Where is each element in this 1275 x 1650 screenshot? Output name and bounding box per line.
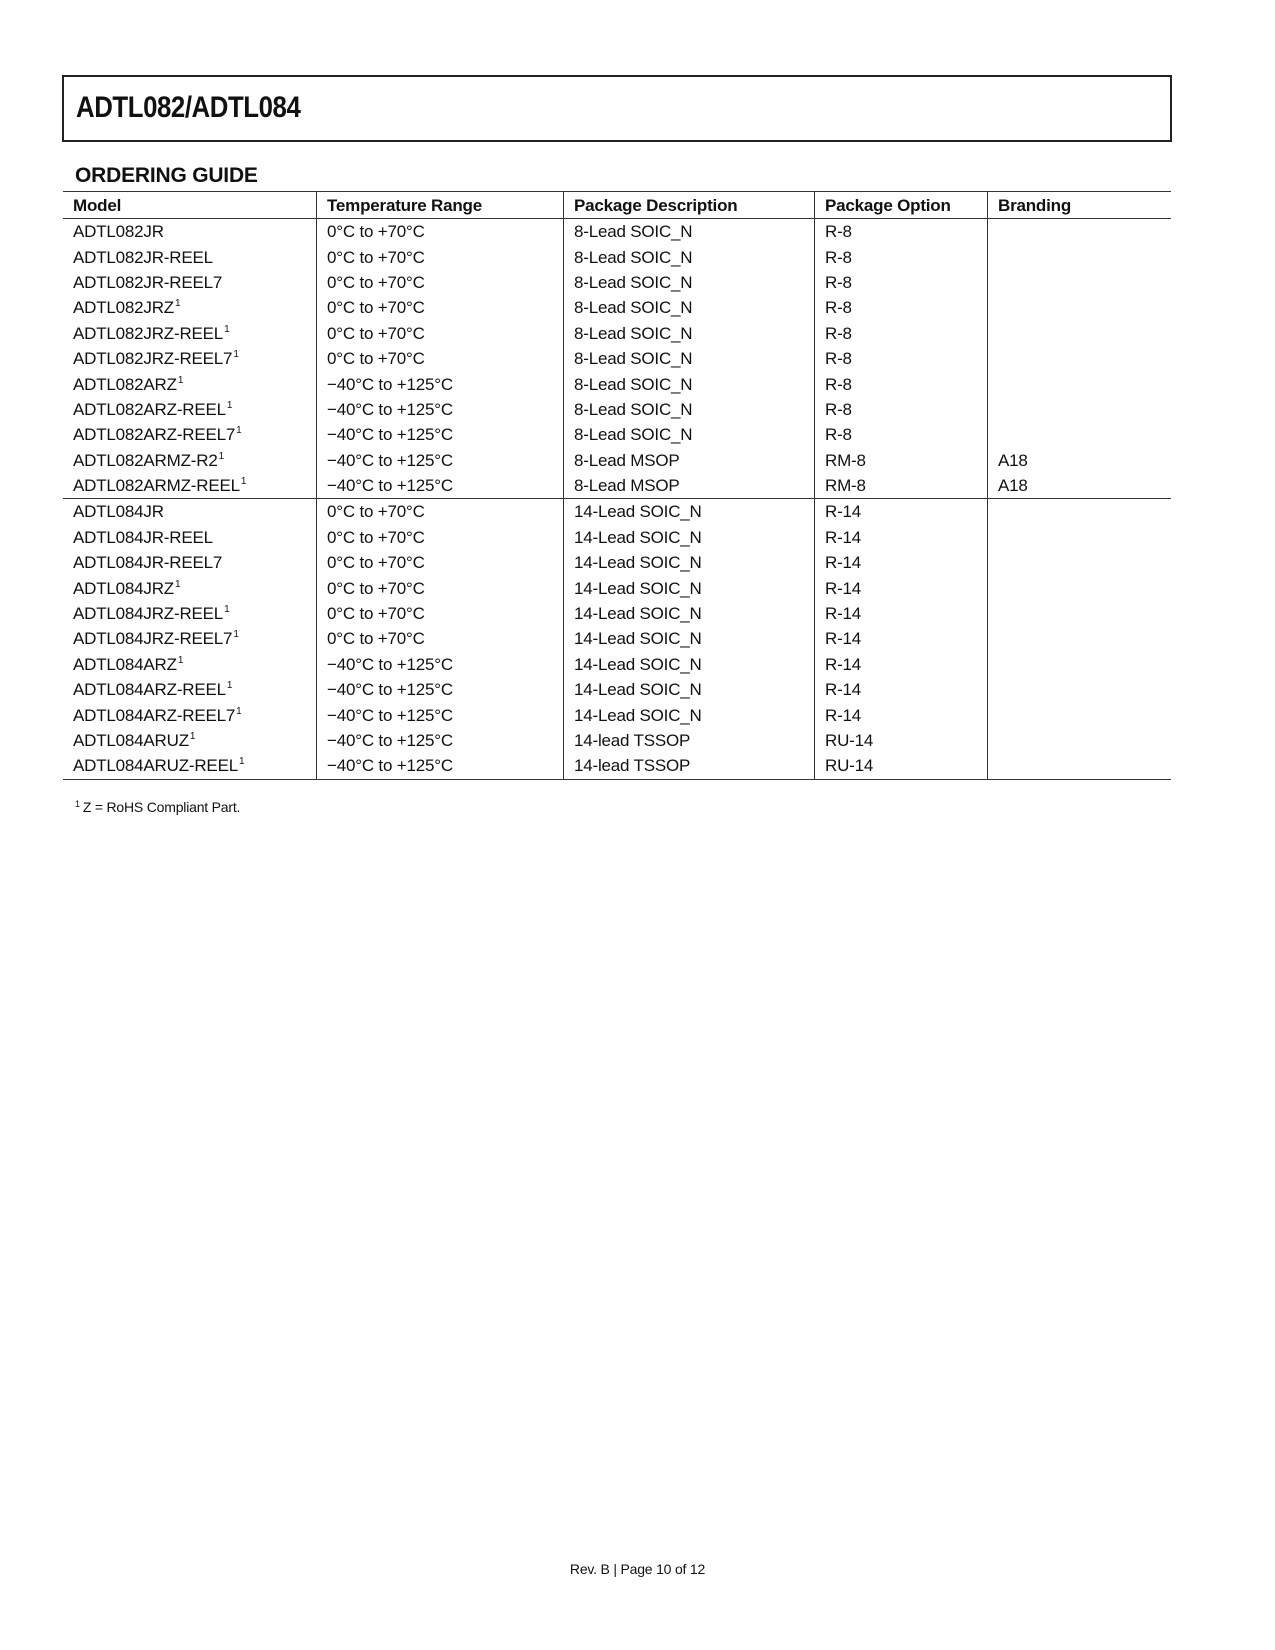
footnote-ref: 1: [174, 578, 181, 590]
cell-temperature-range: 0°C to +70°C: [317, 575, 564, 600]
cell-package-description: 14-Lead SOIC_N: [564, 575, 815, 600]
column-header-branding: Branding: [988, 192, 1172, 219]
cell-package-description: 14-Lead SOIC_N: [564, 652, 815, 677]
table-row: [63, 244, 1171, 269]
cell-package-option: R-14: [815, 677, 988, 702]
model-name: ADTL084JRZ-REEL7: [73, 629, 233, 649]
model-name: ADTL082JR: [73, 222, 164, 242]
cell-model: [63, 652, 317, 677]
cell-package-description: 14-Lead SOIC_N: [564, 626, 815, 651]
cell-branding: [988, 371, 1172, 396]
table-row: [63, 321, 1171, 346]
cell-temperature-range: 0°C to +70°C: [317, 601, 564, 626]
cell-package-option: R-14: [815, 626, 988, 651]
cell-model: [63, 525, 317, 550]
cell-model: [63, 295, 317, 320]
cell-package-description: 14-Lead SOIC_N: [564, 601, 815, 626]
model-name: ADTL082JRZ: [73, 298, 174, 318]
cell-model: [63, 575, 317, 600]
cell-temperature-range: 0°C to +70°C: [317, 550, 564, 575]
cell-temperature-range: 0°C to +70°C: [317, 244, 564, 269]
cell-model: [63, 346, 317, 371]
cell-package-description: 8-Lead SOIC_N: [564, 270, 815, 295]
cell-model: [63, 601, 317, 626]
cell-package-description: 8-Lead SOIC_N: [564, 422, 815, 447]
model-name: ADTL082ARMZ-R2: [73, 450, 218, 470]
model-name: ADTL082ARZ: [73, 374, 177, 394]
cell-temperature-range: −40°C to +125°C: [317, 397, 564, 422]
cell-package-option: R-14: [815, 702, 988, 727]
model-name: ADTL084JR: [73, 502, 164, 522]
table-row: [63, 422, 1171, 447]
cell-package-option: R-14: [815, 652, 988, 677]
footnote-ref: 1: [236, 425, 242, 437]
model-name: ADTL082JR-REEL7: [73, 272, 223, 292]
footnote-marker: 1: [75, 799, 80, 809]
footnote-ref: 1: [233, 629, 239, 641]
cell-branding: [988, 601, 1172, 626]
cell-package-option: R-8: [815, 321, 988, 346]
table-row: [63, 601, 1171, 626]
cell-package-description: 8-Lead MSOP: [564, 448, 815, 473]
cell-package-description: 14-Lead SOIC_N: [564, 499, 815, 525]
cell-temperature-range: −40°C to +125°C: [317, 448, 564, 473]
footnote-ref: 1: [224, 604, 230, 616]
footnote-ref: 1: [224, 323, 230, 335]
cell-package-option: R-8: [815, 422, 988, 447]
cell-package-option: RM-8: [815, 473, 988, 499]
table-row: [63, 652, 1171, 677]
cell-package-description: 8-Lead SOIC_N: [564, 397, 815, 422]
table-row: [63, 626, 1171, 651]
cell-branding: [988, 346, 1172, 371]
cell-model: [63, 702, 317, 727]
cell-model: [63, 448, 317, 473]
footnote: [75, 799, 240, 815]
cell-branding: [988, 525, 1172, 550]
cell-branding: [988, 397, 1172, 422]
cell-package-description: 8-Lead SOIC_N: [564, 321, 815, 346]
cell-package-option: RU-14: [815, 753, 988, 779]
cell-branding: [988, 321, 1172, 346]
cell-package-description: 8-Lead SOIC_N: [564, 346, 815, 371]
cell-package-option: R-8: [815, 244, 988, 269]
cell-temperature-range: 0°C to +70°C: [317, 219, 564, 245]
cell-temperature-range: 0°C to +70°C: [317, 626, 564, 651]
cell-branding: [988, 626, 1172, 651]
cell-package-option: R-8: [815, 270, 988, 295]
footnote-text: Z = RoHS Compliant Part.: [82, 799, 241, 815]
column-header-model: Model: [63, 192, 317, 219]
cell-package-description: 8-Lead SOIC_N: [564, 295, 815, 320]
table-row: [63, 702, 1171, 727]
footnote-ref: 1: [177, 374, 184, 386]
cell-branding: [988, 244, 1172, 269]
cell-temperature-range: 0°C to +70°C: [317, 270, 564, 295]
cell-package-description: 14-Lead SOIC_N: [564, 525, 815, 550]
model-name: ADTL084ARUZ: [73, 731, 189, 750]
table-row: [63, 753, 1171, 779]
cell-temperature-range: 0°C to +70°C: [317, 525, 564, 550]
table-row: [63, 371, 1171, 396]
table-row: [63, 448, 1171, 473]
cell-model: [63, 244, 317, 269]
cell-branding: [988, 753, 1172, 779]
cell-package-option: R-14: [815, 499, 988, 525]
model-name: ADTL082JRZ-REEL: [73, 323, 224, 343]
footnote-ref: 1: [236, 705, 242, 717]
cell-package-option: R-8: [815, 397, 988, 422]
cell-temperature-range: −40°C to +125°C: [317, 702, 564, 727]
cell-branding: [988, 550, 1172, 575]
cell-model: [63, 270, 317, 295]
cell-temperature-range: −40°C to +125°C: [317, 422, 564, 447]
cell-branding: [988, 270, 1172, 295]
cell-package-option: R-8: [815, 295, 988, 320]
cell-temperature-range: 0°C to +70°C: [317, 499, 564, 525]
table-row: [63, 397, 1171, 422]
cell-branding: [988, 219, 1172, 245]
cell-branding: [988, 702, 1172, 727]
cell-temperature-range: 0°C to +70°C: [317, 295, 564, 320]
table-body: [63, 219, 1171, 780]
cell-temperature-range: −40°C to +125°C: [317, 371, 564, 396]
model-name: ADTL084ARUZ-REEL: [73, 756, 238, 776]
cell-model: [63, 753, 317, 779]
cell-package-option: R-14: [815, 575, 988, 600]
table-row: [63, 295, 1171, 320]
model-name: ADTL084JRZ-REEL: [73, 604, 224, 624]
cell-model: [63, 677, 317, 702]
model-name: ADTL084JR-REEL: [73, 527, 213, 547]
table-row: [63, 473, 1171, 499]
footnote-ref: 1: [177, 654, 184, 666]
cell-package-option: RM-8: [815, 448, 988, 473]
model-name: ADTL082ARMZ-REEL: [73, 476, 240, 496]
cell-model: [63, 422, 317, 447]
page-footer: Rev. B | Page 10 of 12: [569, 1561, 706, 1577]
model-name: ADTL082JR-REEL: [73, 247, 213, 267]
footnote-ref: 1: [240, 476, 247, 488]
cell-branding: [988, 652, 1172, 677]
cell-package-description: 14-Lead SOIC_N: [564, 702, 815, 727]
table-row: [63, 499, 1171, 525]
header-box: [62, 75, 1172, 142]
model-name: ADTL082JRZ-REEL7: [73, 349, 233, 369]
footnote-ref: 1: [174, 298, 181, 310]
cell-temperature-range: −40°C to +125°C: [317, 728, 564, 753]
cell-branding: [988, 728, 1172, 753]
column-header-temperature-range: Temperature Range: [317, 192, 564, 219]
cell-package-description: 8-Lead SOIC_N: [564, 371, 815, 396]
ordering-guide-table: [63, 191, 1171, 780]
model-name: ADTL082ARZ-REEL7: [73, 425, 236, 445]
cell-model: [63, 397, 317, 422]
column-header-package-option: Package Option: [815, 192, 988, 219]
model-name: ADTL084ARZ: [73, 654, 177, 674]
cell-model: [63, 321, 317, 346]
table-row: [63, 677, 1171, 702]
cell-temperature-range: 0°C to +70°C: [317, 346, 564, 371]
model-name: ADTL084ARZ-REEL7: [73, 705, 236, 725]
table-header-row: [63, 192, 1171, 219]
table-row: [63, 550, 1171, 575]
cell-temperature-range: −40°C to +125°C: [317, 753, 564, 779]
footnote-ref: 1: [226, 680, 233, 692]
cell-model: [63, 728, 317, 753]
cell-model: [63, 219, 317, 245]
cell-branding: [988, 422, 1172, 447]
footnote-ref: 1: [218, 450, 224, 462]
model-name: ADTL084JR-REEL7: [73, 553, 223, 573]
document-title: ADTL082/ADTL084: [76, 91, 301, 124]
model-name: ADTL084JRZ: [73, 578, 174, 598]
cell-package-option: R-8: [815, 371, 988, 396]
cell-package-option: R-8: [815, 346, 988, 371]
cell-package-option: RU-14: [815, 728, 988, 753]
footnote-ref: 1: [238, 756, 245, 768]
cell-package-description: 14-Lead SOIC_N: [564, 677, 815, 702]
cell-model: [63, 499, 317, 525]
footnote-ref: 1: [189, 731, 196, 742]
footnote-ref: 1: [226, 399, 233, 411]
cell-branding: [988, 575, 1172, 600]
footnote-ref: 1: [233, 349, 239, 361]
cell-package-description: 14-lead TSSOP: [564, 728, 815, 753]
cell-package-description: 14-lead TSSOP: [564, 753, 815, 779]
cell-package-option: R-14: [815, 550, 988, 575]
cell-package-description: 14-Lead SOIC_N: [564, 550, 815, 575]
table-row: [63, 525, 1171, 550]
cell-branding: A18: [988, 473, 1172, 499]
cell-temperature-range: −40°C to +125°C: [317, 677, 564, 702]
section-title: ORDERING GUIDE: [75, 164, 258, 187]
cell-package-description: 8-Lead MSOP: [564, 473, 815, 499]
cell-temperature-range: 0°C to +70°C: [317, 321, 564, 346]
cell-temperature-range: −40°C to +125°C: [317, 652, 564, 677]
cell-package-option: R-8: [815, 219, 988, 245]
table-row: [63, 219, 1171, 245]
model-name: ADTL082ARZ-REEL: [73, 399, 226, 419]
model-name: ADTL084ARZ-REEL: [73, 680, 226, 700]
cell-branding: [988, 499, 1172, 525]
table-row: [63, 346, 1171, 371]
cell-model: [63, 473, 317, 499]
cell-package-option: R-14: [815, 525, 988, 550]
cell-package-option: R-14: [815, 601, 988, 626]
cell-temperature-range: −40°C to +125°C: [317, 473, 564, 499]
cell-model: [63, 371, 317, 396]
cell-branding: [988, 295, 1172, 320]
table-row: [63, 270, 1171, 295]
table-row: [63, 728, 1171, 753]
cell-branding: [988, 677, 1172, 702]
cell-package-description: 8-Lead SOIC_N: [564, 219, 815, 245]
cell-branding: A18: [988, 448, 1172, 473]
cell-package-description: 8-Lead SOIC_N: [564, 244, 815, 269]
column-header-package-description: Package Description: [564, 192, 815, 219]
table-row: [63, 575, 1171, 600]
cell-model: [63, 550, 317, 575]
cell-model: [63, 626, 317, 651]
